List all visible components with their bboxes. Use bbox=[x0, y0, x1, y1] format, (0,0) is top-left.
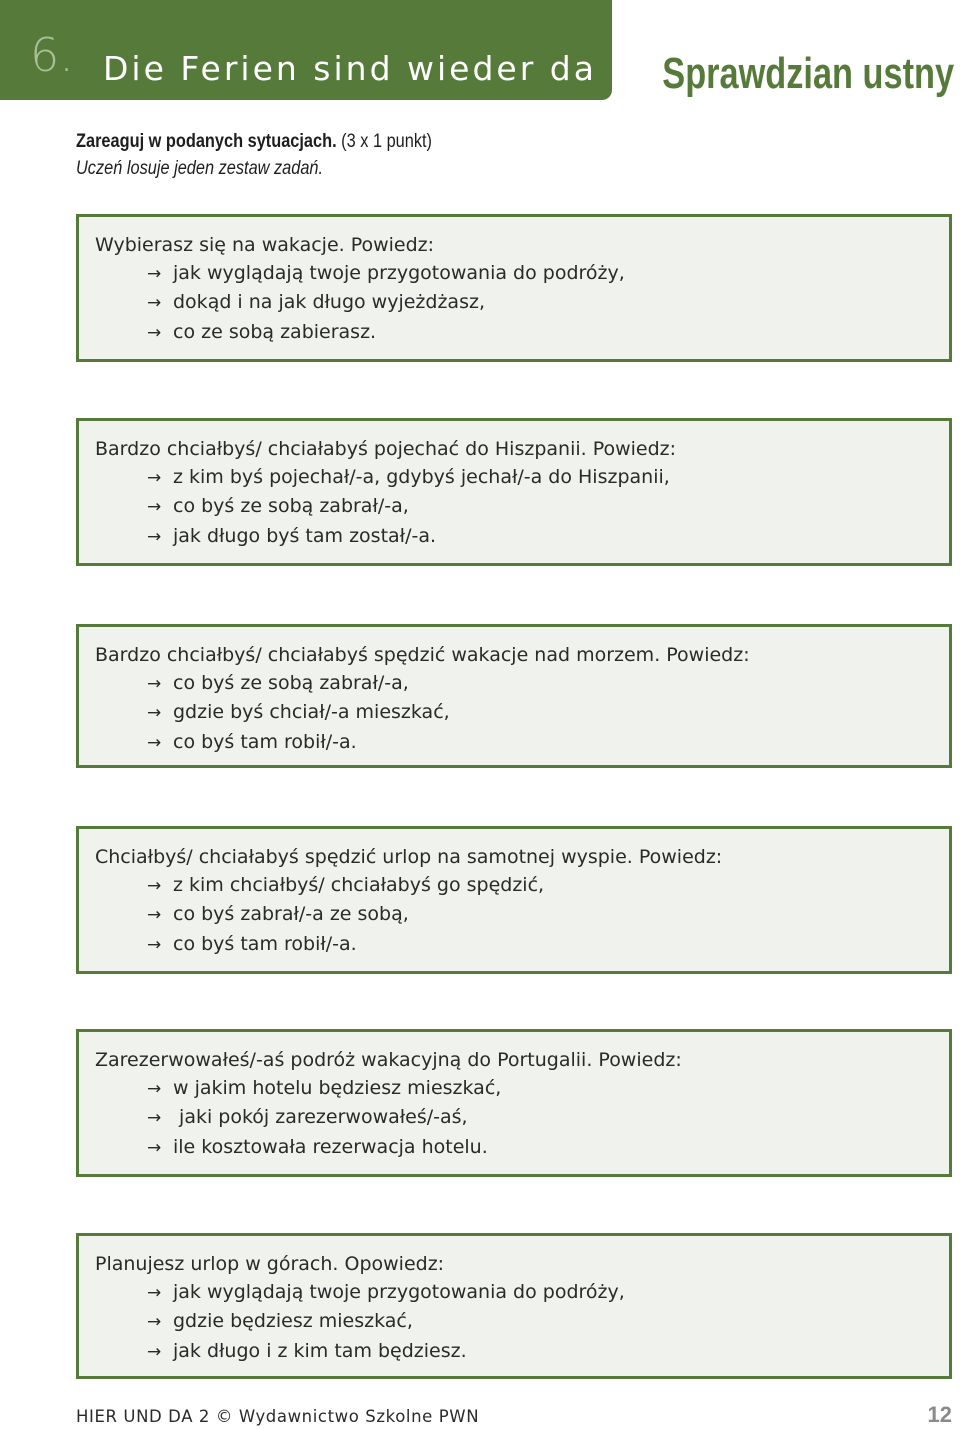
right-arrow-icon: → bbox=[147, 1108, 162, 1129]
instructions-title: Zareaguj w podanych sytuacjach. bbox=[76, 131, 337, 152]
page-label: Sprawdzian ustny bbox=[662, 49, 954, 98]
task-item-text: ile kosztowała rezerwacja hotelu. bbox=[173, 1135, 488, 1158]
task-item-text: z kim chciałbyś/ chciałabyś go spędzić, bbox=[173, 874, 545, 896]
task-item-text: jak długo byś tam został/-a. bbox=[173, 524, 437, 547]
task-intro: Chciałbyś/ chciałabyś spędzić urlop na samotnej wyspie. Powiedz: bbox=[95, 846, 723, 868]
task-list bbox=[147, 1278, 625, 1366]
list-item bbox=[147, 288, 625, 317]
right-arrow-icon: → bbox=[147, 1341, 162, 1362]
instructions-points: (3 x 1 punkt) bbox=[336, 131, 432, 152]
task-item-text: jak długo i z kim tam będziesz. bbox=[173, 1339, 467, 1362]
task-list bbox=[147, 871, 544, 959]
right-arrow-icon: → bbox=[147, 264, 162, 284]
right-arrow-icon: → bbox=[147, 876, 162, 896]
right-arrow-icon: → bbox=[147, 497, 162, 518]
list-item bbox=[147, 698, 450, 727]
list-item bbox=[147, 871, 544, 900]
task-box bbox=[76, 624, 952, 768]
page-number: 12 bbox=[927, 1402, 952, 1427]
task-intro: Zarezerwowałeś/-aś podróż wakacyjną do Portugalii. Powiedz: bbox=[95, 1049, 682, 1071]
task-box bbox=[76, 214, 952, 362]
task-box bbox=[76, 418, 952, 566]
task-list bbox=[147, 463, 670, 551]
header-bar bbox=[0, 0, 612, 100]
task-item-text: co ze sobą zabierasz. bbox=[173, 320, 377, 343]
task-intro: Wybierasz się na wakacje. Powiedz: bbox=[95, 234, 435, 256]
task-list bbox=[147, 669, 450, 757]
task-item-text: jaki pokój zarezerwowałeś/-aś, bbox=[173, 1106, 468, 1129]
task-item-text: co byś zabrał/-a ze sobą, bbox=[173, 903, 409, 926]
chapter-number: 6. bbox=[30, 28, 74, 82]
list-item bbox=[147, 318, 625, 347]
list-item bbox=[147, 522, 670, 551]
list-item bbox=[147, 930, 544, 959]
list-item bbox=[147, 1133, 501, 1162]
list-item bbox=[147, 669, 450, 698]
list-item bbox=[147, 900, 544, 929]
task-intro: Bardzo chciałbyś/ chciałabyś spędzić wakacje nad morzem. Powiedz: bbox=[95, 644, 750, 666]
list-item bbox=[147, 463, 670, 492]
task-item-text: gdzie byś chciał/-a mieszkać, bbox=[173, 701, 450, 724]
right-arrow-icon: → bbox=[147, 1312, 162, 1333]
list-item bbox=[147, 1337, 625, 1366]
right-arrow-icon: → bbox=[147, 905, 162, 926]
list-item bbox=[147, 492, 670, 521]
task-item-text: co byś tam robił/-a. bbox=[173, 730, 357, 753]
footer-publisher: HIER UND DA 2 © Wydawnictwo Szkolne PWN bbox=[76, 1407, 480, 1426]
right-arrow-icon: → bbox=[147, 703, 162, 724]
task-list bbox=[147, 1074, 501, 1162]
list-item bbox=[147, 1307, 625, 1336]
right-arrow-icon: → bbox=[147, 293, 162, 314]
right-arrow-icon: → bbox=[147, 732, 162, 753]
task-box bbox=[76, 826, 952, 974]
right-arrow-icon: → bbox=[147, 1137, 162, 1158]
list-item bbox=[147, 1074, 501, 1103]
task-item-text: jak wyglądają twoje przygotowania do podróży, bbox=[173, 1281, 625, 1303]
right-arrow-icon: → bbox=[147, 468, 162, 488]
list-item bbox=[147, 259, 625, 288]
task-item-text: co byś tam robił/-a. bbox=[173, 932, 357, 955]
task-list bbox=[147, 259, 625, 347]
right-arrow-icon: → bbox=[147, 526, 162, 547]
task-item-text: co byś ze sobą zabrał/-a, bbox=[173, 495, 409, 518]
task-item-text: gdzie będziesz mieszkać, bbox=[173, 1310, 413, 1333]
task-box bbox=[76, 1029, 952, 1177]
task-box bbox=[76, 1233, 952, 1379]
task-item-text: jak wyglądają twoje przygotowania do podróży, bbox=[173, 262, 625, 284]
task-item-text: co byś ze sobą zabrał/-a, bbox=[173, 672, 409, 694]
right-arrow-icon: → bbox=[147, 1283, 162, 1303]
task-intro: Planujesz urlop w górach. Opowiedz: bbox=[95, 1253, 445, 1275]
task-item-text: dokąd i na jak długo wyjeżdżasz, bbox=[173, 291, 485, 314]
right-arrow-icon: → bbox=[147, 1079, 162, 1099]
task-intro: Bardzo chciałbyś/ chciałabyś pojechać do Hiszpanii. Powiedz: bbox=[95, 438, 677, 460]
instructions bbox=[76, 128, 432, 182]
chapter-title: Die Ferien sind wieder da bbox=[103, 49, 597, 88]
instructions-subtitle: Uczeń losuje jeden zestaw zadań. bbox=[76, 158, 324, 179]
right-arrow-icon: → bbox=[147, 934, 162, 955]
list-item bbox=[147, 1103, 501, 1132]
list-item bbox=[147, 1278, 625, 1307]
right-arrow-icon: → bbox=[147, 674, 162, 694]
task-item-text: w jakim hotelu będziesz mieszkać, bbox=[173, 1077, 502, 1099]
list-item bbox=[147, 728, 450, 757]
task-item-text: z kim byś pojechał/-a, gdybyś jechał/-a do Hiszpanii, bbox=[173, 466, 670, 488]
right-arrow-icon: → bbox=[147, 322, 162, 343]
